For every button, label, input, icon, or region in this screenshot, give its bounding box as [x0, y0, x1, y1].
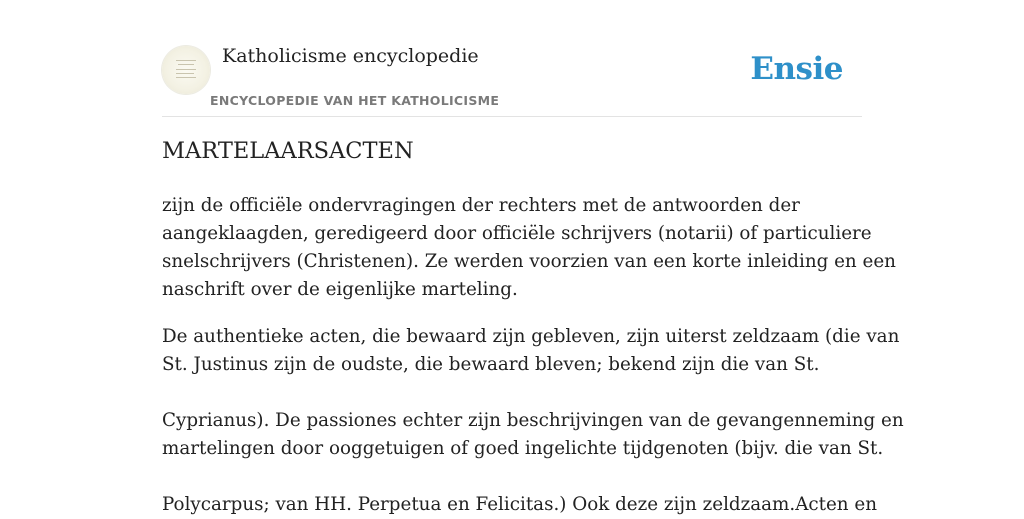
paragraph-line: aangeklaagden, geredigeerd door officiële schrijvers (notarii) of particuliere: [162, 223, 872, 244]
article-paragraph-3: [162, 407, 904, 463]
paragraph-line: zijn de officiële ondervragingen der rechters met de antwoorden der: [162, 195, 800, 216]
site-subtitle: ENCYCLOPEDIE VAN HET KATHOLICISME: [210, 93, 500, 108]
paragraph-line: De authentieke acten, die bewaard zijn gebleven, zijn uiterst zeldzaam (die van: [162, 326, 900, 347]
article-paragraph-2: [162, 323, 900, 379]
ensie-brand-link[interactable]: Ensie: [750, 51, 843, 87]
encyclopedia-logo[interactable]: [162, 46, 210, 94]
paragraph-line: St. Justinus zijn de oudste, die bewaard bleven; bekend zijn die van St.: [162, 354, 820, 375]
page-container: [162, 0, 904, 515]
site-title[interactable]: Katholicisme encyclopedie: [222, 45, 479, 67]
article-paragraph-1: [162, 192, 896, 304]
site-header: [162, 0, 862, 117]
paragraph-line: naschrift over de eigenlijke marteling.: [162, 279, 518, 300]
paragraph-line: snelschrijvers (Christenen). Ze werden voorzien van een korte inleiding en een: [162, 251, 896, 272]
article-title: MARTELAARSACTEN: [162, 138, 414, 164]
paragraph-line: Polycarpus; van HH. Perpetua en Felicitas.) Ook deze zijn zeldzaam.Acten en: [162, 494, 877, 515]
article-paragraph-4: [162, 491, 877, 519]
paragraph-line: martelingen door ooggetuigen of goed ingelichte tijdgenoten (bijv. die van St.: [162, 438, 884, 459]
paragraph-line: Cyprianus). De passiones echter zijn beschrijvingen van de gevangenneming en: [162, 410, 904, 431]
